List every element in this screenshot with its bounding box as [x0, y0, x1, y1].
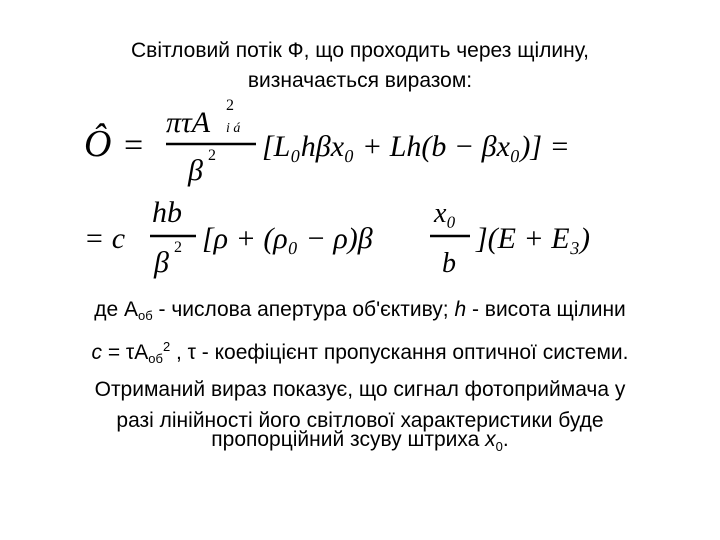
constant-symbol: c — [91, 341, 102, 364]
description-line-2 — [0, 331, 720, 374]
formula-prefix-2: = c — [84, 222, 126, 255]
heading-line-2: визначається виразом: — [247, 69, 473, 92]
displacement-subscript: 0 — [495, 439, 503, 455]
fraction3-numerator: x₀ — [434, 198, 457, 229]
flux-symbol: Ô — [84, 123, 112, 165]
equals-sign-1: = — [124, 127, 144, 164]
fraction1-num-sub: i á — [226, 121, 241, 136]
fraction1-den-sup: 2 — [208, 147, 216, 164]
fraction3-denominator: b — [442, 248, 456, 279]
aperture-label: де A — [94, 298, 138, 321]
heading-line-1: Світловий потік Ф, що проходить через щілину, — [131, 39, 589, 62]
fraction2-den-sup: 2 — [174, 239, 182, 256]
fraction1-numerator: πτA — [166, 106, 211, 139]
formula-block — [80, 96, 680, 286]
heading — [0, 36, 720, 96]
formula-tail-2: ](E + E₃) — [476, 222, 590, 255]
constant-subscript: об — [148, 351, 163, 366]
conclusion-text: пропорційний зсуву штриха — [211, 428, 486, 451]
fraction2-denominator: β — [154, 246, 169, 279]
conclusion-line — [0, 428, 720, 454]
fraction1-denominator: β — [188, 154, 203, 187]
displacement-symbol: x — [485, 428, 496, 451]
transmission-text: , τ - коефіцієнт пропускання оптичної системи. — [170, 341, 629, 364]
aperture-subscript: об — [137, 308, 153, 323]
description — [0, 294, 720, 436]
description-line-1 — [0, 294, 720, 331]
formula-bracket-1: [L₀hβx₀ + Lh(b − βx₀)] = — [262, 130, 570, 163]
conclusion-period: . — [502, 428, 509, 451]
formula-middle-2: [ρ + (ρ₀ − ρ)β — [202, 222, 373, 255]
description-line-3: Отриманий вираз показує, що сигнал фотоприймача у — [94, 378, 626, 401]
constant-expression: = τA — [102, 341, 149, 364]
formula-svg — [80, 96, 680, 286]
constant-superscript: 2 — [162, 339, 171, 354]
fraction2-numerator: hb — [152, 196, 182, 229]
description-line-4: разі лінійності його світлової характеристики буде — [116, 409, 604, 432]
slit-height-symbol: h — [454, 298, 467, 321]
fraction1-num-sup: 2 — [226, 97, 234, 114]
aperture-text: - числова апертура об'єктиву; — [152, 298, 455, 321]
slit-height-text: - висота щілини — [466, 298, 626, 321]
